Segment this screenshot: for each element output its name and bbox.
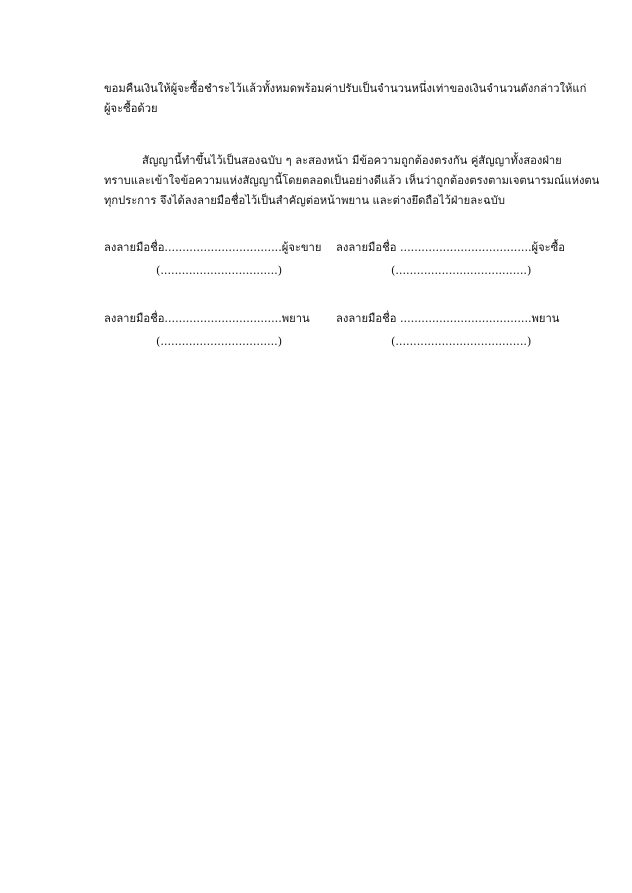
refund-paragraph [104,79,587,119]
copies-line-3: ทุกประการ จึงได้ลงลายมือชื่อไว้เป็นสำคัญต่อหน้าพยาน และต่างยึดถือไว้ฝ่ายละฉบับ [104,194,505,207]
witness2-signature-line: ลงลายมือชื่อ .....................................พยาน [336,312,560,325]
buyer-name-line: (.....................................) [391,264,532,277]
refund-line-2: ผู้จะซื้อด้วย [104,102,158,115]
refund-line-1: ขอมคืนเงินให้ผู้จะซื้อชำระไว้แล้วทั้งหมดพร้อมค่าปรับเป็นจำนวนหนึ่งเท่าของเงินจำนวนดังกล่าวให้แก่ [104,82,587,95]
copies-line-1: สัญญานี้ทำขึ้นไว้เป็นสองฉบับ ๆ ละสองหน้า มีข้อความถูกต้องตรงกัน คู่สัญญาทั้งสองฝ่าย [142,154,562,167]
contract-copies-paragraph [104,151,600,211]
buyer-signature-line: ลงลายมือชื่อ .....................................ผู้จะซื้อ [336,241,565,254]
seller-signature-line: ลงลายมือชื่อ.................................ผู้จะขาย [104,241,322,254]
witness1-signature-line: ลงลายมือชื่อ.................................พยาน [104,312,310,325]
witness1-name-line: (.................................) [156,335,283,348]
witness2-name-line: (.....................................) [391,335,532,348]
seller-name-line: (.................................) [156,264,283,277]
copies-line-2: ทราบและเข้าใจข้อความแห่งสัญญานี้โดยตลอดเป็นอย่างดีแล้ว เห็นว่าถูกต้องตรงตามเจตนารมณ์แห่งตน [104,174,600,187]
